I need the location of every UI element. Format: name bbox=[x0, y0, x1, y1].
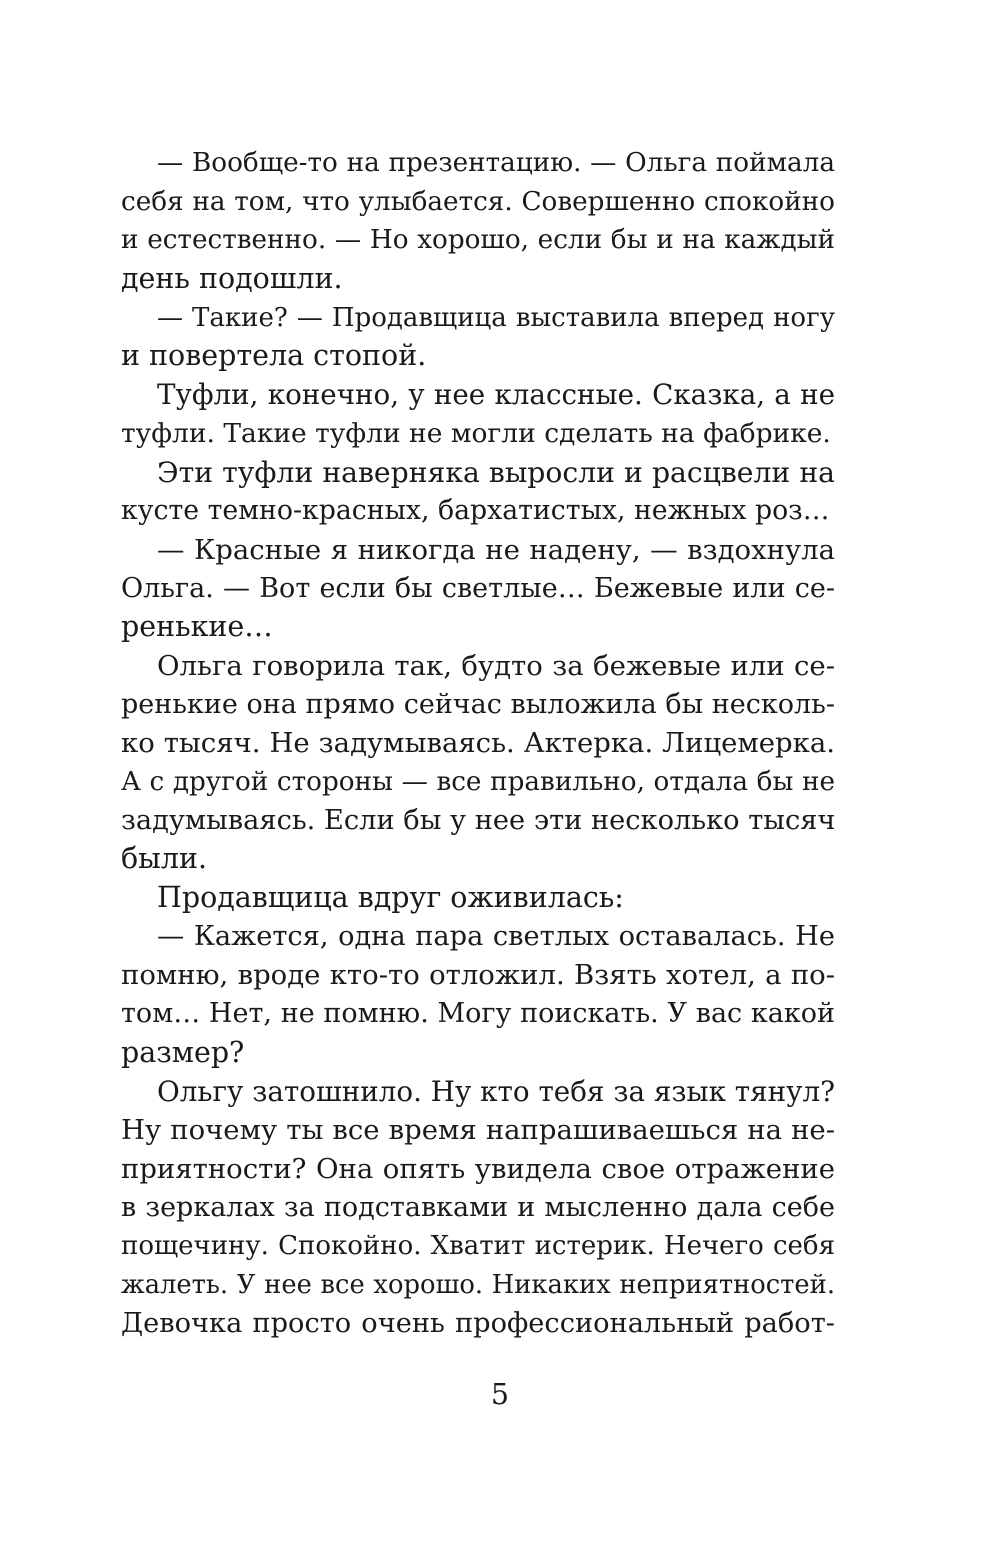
text-line: том… Нет, не помню. Могу поискать. У вас какой bbox=[121, 998, 835, 1030]
text-line: себя на том, что улыбается. Совершенно спокойно bbox=[121, 186, 835, 217]
text-line: — Кажется, одна пара светлых оставалась. Не bbox=[157, 920, 835, 952]
text-line: ренькие она прямо сейчас выложила бы несколь- bbox=[121, 688, 835, 720]
text-line: — Такие? — Продавщица выставила вперед ногу bbox=[157, 302, 835, 333]
text-line: размер? bbox=[121, 1035, 245, 1069]
text-line: Девочка просто очень профессиональный работ- bbox=[121, 1307, 835, 1339]
text-line: жалеть. У нее все хорошо. Никаких неприятностей. bbox=[121, 1269, 835, 1300]
text-line: Эти туфли наверняка выросли и расцвели на bbox=[157, 455, 835, 489]
text-line: помню, вроде кто-то отложил. Взять хотел, а по- bbox=[121, 959, 835, 992]
text-line: — Красные я никогда не надену, — вздохнула bbox=[157, 533, 835, 566]
body-text bbox=[121, 144, 835, 1343]
text-line: пощечину. Спокойно. Хватит истерик. Нечего себя bbox=[121, 1231, 835, 1262]
text-line: А с другой стороны — все правильно, отдала бы не bbox=[121, 767, 835, 797]
text-line: Ну почему ты все время напрашиваешься на не- bbox=[121, 1114, 835, 1147]
text-line: — Вообще-то на презентацию. — Ольга поймала bbox=[157, 148, 835, 178]
text-line: задумываясь. Если бы у нее эти несколько тысяч bbox=[121, 804, 836, 836]
text-line: были. bbox=[121, 842, 208, 876]
text-line: Ольга говорила так, будто за бежевые или се- bbox=[157, 649, 835, 682]
page-number: 5 bbox=[490, 1378, 510, 1411]
text-line: приятности? Она опять увидела свое отражение bbox=[121, 1152, 835, 1185]
text-line: туфли. Такие туфли не могли сделать на фабрике. bbox=[121, 417, 831, 449]
text-line: день подошли. bbox=[121, 262, 343, 296]
text-line: Туфли, конечно, у нее классные. Сказка, а не bbox=[157, 378, 835, 412]
text-line: ренькие… bbox=[121, 610, 273, 644]
text-line: в зеркалах за подставками и мысленно дала себе bbox=[121, 1191, 835, 1223]
text-line: Продавщица вдруг оживилась: bbox=[157, 881, 624, 915]
text-line: Ольга. — Вот если бы светлые… Бежевые или се- bbox=[121, 572, 835, 604]
text-line: кусте темно-красных, бархатистых, нежных роз… bbox=[121, 495, 830, 527]
text-line: и повертела стопой. bbox=[121, 339, 427, 373]
text-line: Ольгу затошнило. Ну кто тебя за язык тянул? bbox=[157, 1074, 835, 1108]
text-line: и естественно. — Но хорошо, если бы и на каждый bbox=[121, 225, 835, 256]
text-line: ко тысяч. Не задумываясь. Актерка. Лицемерка. bbox=[121, 727, 835, 760]
